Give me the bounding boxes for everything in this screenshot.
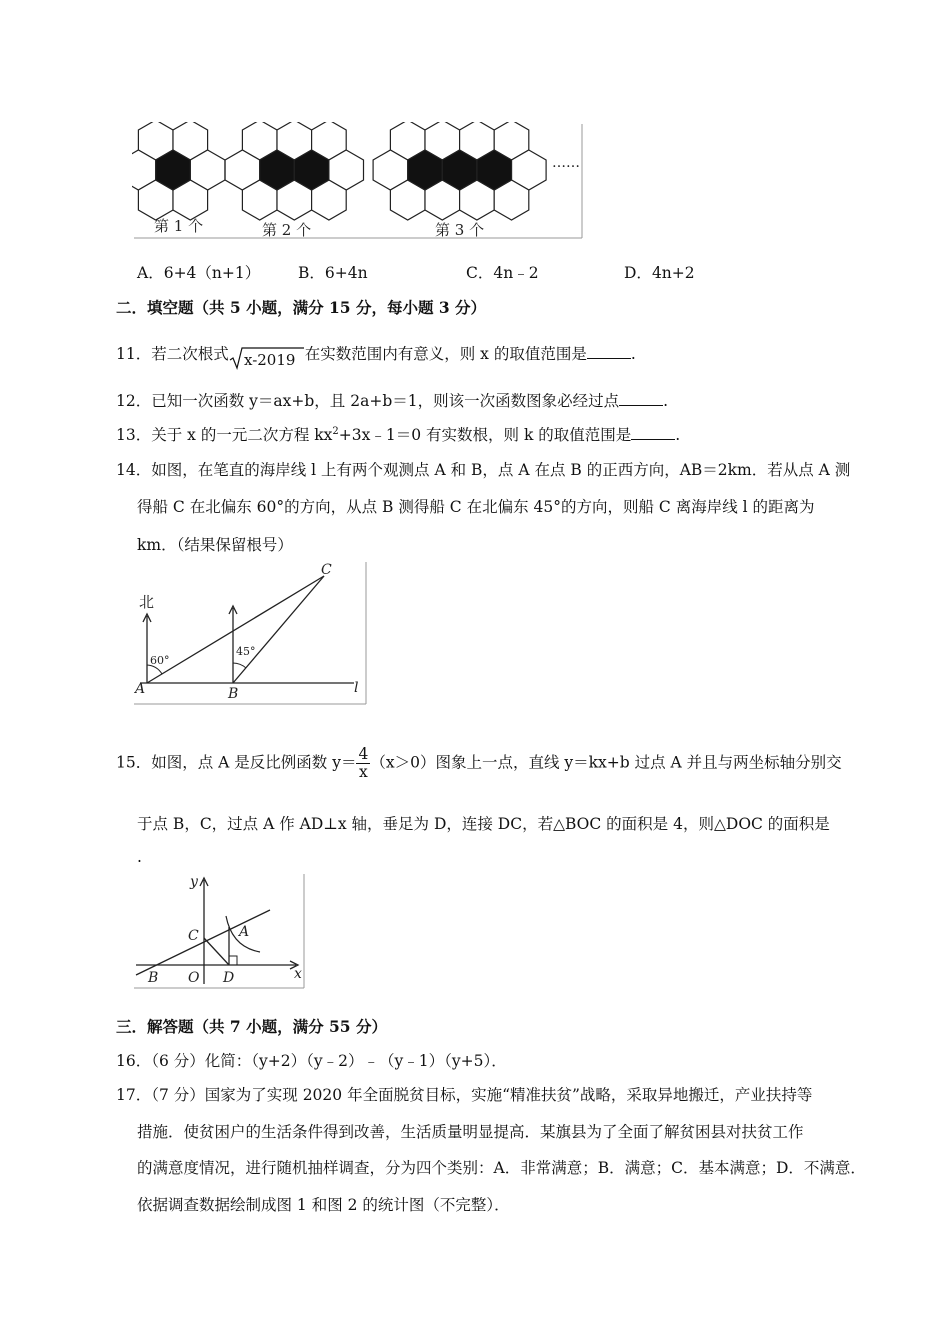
- question-14-line-3: km．（结果保留根号）: [137, 536, 293, 554]
- angle-45-label: 45°: [236, 645, 256, 658]
- hex-figure-3: [373, 122, 546, 220]
- q10-option-d: D．4n+2: [624, 264, 695, 282]
- fraction-4-over-x: $\frac{4}{x}$: [358, 745, 369, 782]
- question-17-line-1: 17．（7 分）国家为了实现 2020 年全面脱贫目标，实施“精准扶贫”战略，采取异地搬迁，产业扶持等: [116, 1086, 813, 1104]
- question-17-line-2: 措施．使贫困户的生活条件得到改善，生活质量明显提高．某旗县为了全面了解贫困县对扶贫工作: [137, 1123, 804, 1141]
- question-15-line-1: 15．如图，点 A 是反比例函数 y＝ $\frac{4}{x}$ （x＞0）图象上一点，直线 y＝kx+b 过点 A 并且与两坐标轴分别交: [116, 745, 842, 782]
- hex-caption-2: 第 2 个: [262, 221, 312, 239]
- point-c-label: C: [321, 562, 332, 578]
- coastline-figure: [132, 560, 370, 706]
- point-a-label: A: [239, 924, 250, 940]
- svg-text:x-2019: x-2019: [243, 351, 296, 369]
- hex-figure-2: [225, 122, 363, 220]
- point-a-label: A: [135, 681, 146, 697]
- hex-caption-1: 第 1 个: [154, 217, 204, 235]
- q10-option-b: B．6+4n: [298, 264, 368, 282]
- sqrt-expression: [229, 346, 305, 370]
- hex-ellipsis: ……: [552, 155, 580, 171]
- point-d-label: D: [223, 970, 235, 986]
- shoreline-label: l: [354, 680, 359, 696]
- question-16: 16．（6 分）化简：（y+2）（y﹣2）﹣（y﹣1）（y+5）．: [116, 1052, 507, 1070]
- point-b-label: B: [148, 970, 159, 986]
- question-11: 11．若二次根式 x-2019 在实数范围内有意义，则 x 的取值范围是 .: [116, 345, 636, 369]
- section-2-title: 二．填空题（共 5 小题，满分 15 分，每小题 3 分）: [116, 298, 487, 317]
- question-14-line-1: 14．如图，在笔直的海岸线 l 上有两个观测点 A 和 B，点 A 在点 B 的正西方向，AB＝2km．若从点 A 测: [116, 461, 851, 479]
- y-axis-label: y: [190, 874, 198, 890]
- angle-60-label: 60°: [150, 654, 170, 667]
- hex-caption-3: 第 3 个: [435, 221, 485, 239]
- question-15-line-3: .: [137, 848, 142, 866]
- hexagon-figures: [132, 122, 584, 240]
- question-14-line-2: 得船 C 在北偏东 60°的方向，从点 B 测得船 C 在北偏东 45°的方向，则船 C 离海岸线 l 的距离为: [137, 498, 815, 516]
- origin-label: O: [188, 970, 200, 986]
- point-c-label: C: [188, 928, 199, 944]
- question-12: 12．已知一次函数 y＝ax+b，且 2a+b＝1，则该一次函数图象必经过点 .: [116, 392, 669, 410]
- q10-option-c: C．4n﹣2: [466, 264, 539, 282]
- point-b-label: B: [228, 686, 239, 702]
- question-15-line-2: 于点 B，C，过点 A 作 AD⊥x 轴，垂足为 D，连接 DC，若△BOC 的面积是 4，则△DOC 的面积是: [137, 815, 830, 833]
- hex-figure-1: [132, 122, 225, 220]
- q10-option-a: A．6+4（n+1）: [137, 264, 261, 282]
- north-label: 北: [139, 593, 155, 611]
- question-17-line-3: 的满意度情况，进行随机抽样调查，分为四个类别：A．非常满意；B．满意；C．基本满意；D．不满意．: [137, 1159, 866, 1177]
- coordinate-figure: [132, 872, 308, 990]
- question-17-line-4: 依据调查数据绘制成图 1 和图 2 的统计图（不完整）．: [137, 1196, 510, 1214]
- section-3-title: 三．解答题（共 7 小题，满分 55 分）: [116, 1017, 387, 1036]
- x-axis-label: x: [294, 966, 302, 982]
- question-13: 13．关于 x 的一元二次方程 $kx^2+3x﹣1=0$ 有实数根，则 k 的取值范围是 .: [116, 425, 681, 444]
